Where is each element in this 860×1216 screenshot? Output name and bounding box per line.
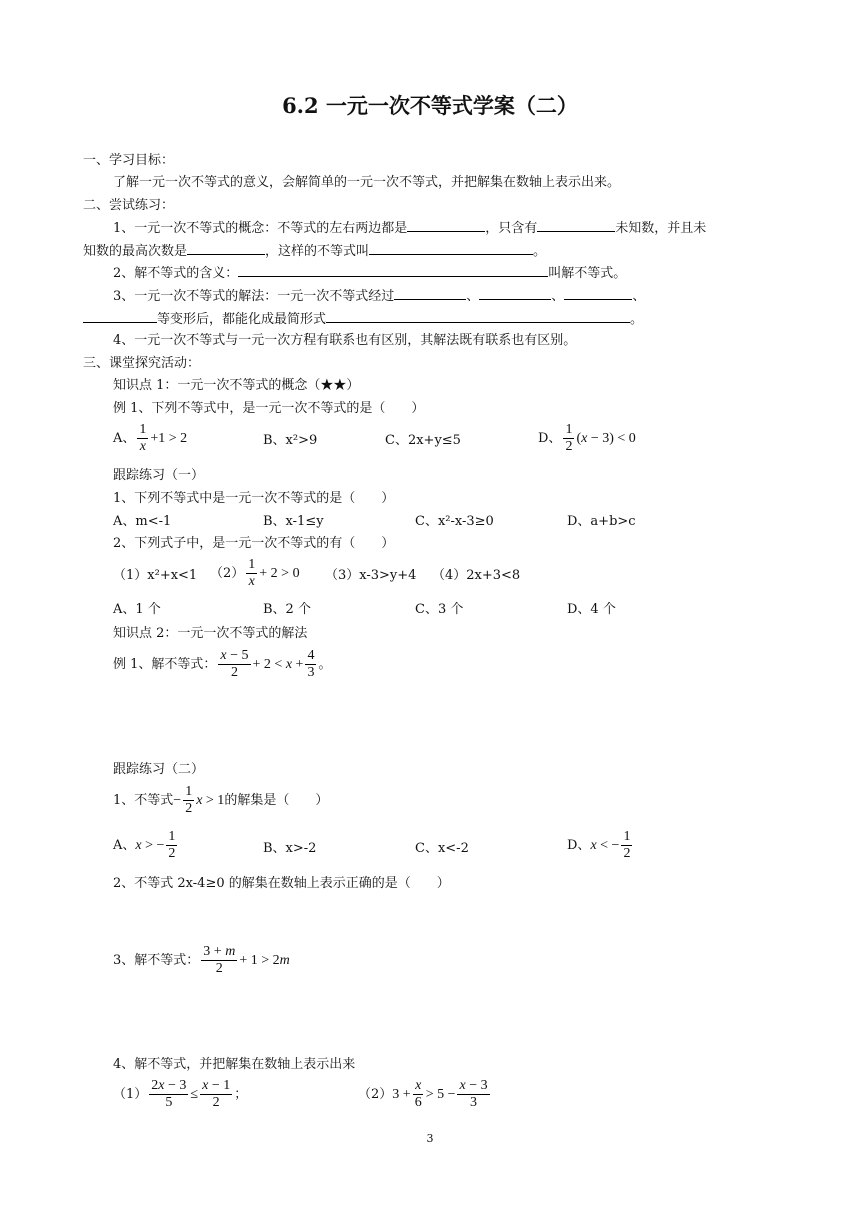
math-expression: x > − <box>135 838 165 853</box>
tracking-1-question-2: 2、下列式子中，是一元一次不等式的有（ ） <box>113 536 395 551</box>
fraction: $\frac{2x - 3}{5}$ <box>151 1078 187 1110</box>
exercise-3-text: 等变形后，都能化成最简形式 <box>157 312 327 327</box>
question-text: 3、解不等式： <box>113 953 200 968</box>
exercise-1-text: 1、一元一次不等式的概念：不等式的左右两边都是 <box>113 221 408 236</box>
question-text: 的解集是（ ） <box>224 793 329 808</box>
blank <box>326 310 630 323</box>
page-title: 6.2 一元一次不等式学案（二） <box>282 93 578 118</box>
math-expression: x < − <box>590 838 620 853</box>
option-label: A、 <box>113 838 136 853</box>
tracking-2-q1-option-d <box>567 829 634 862</box>
fraction: $\frac{x - 5}{2}$ <box>220 648 249 680</box>
tracking-2-q4-part-1 <box>113 1078 247 1111</box>
tracking-practice-2-heading: 跟踪练习（二） <box>113 762 205 777</box>
learning-objective-text: 了解一元一次不等式的意义，会解简单的一元一次不等式，并把解集在数轴上表示出来。 <box>113 175 621 190</box>
item-label: （2） <box>358 1087 393 1102</box>
separator: 、 <box>632 289 646 304</box>
section-3-heading: 三、课堂探究活动： <box>83 356 201 371</box>
question-text: 1、不等式 <box>113 793 174 808</box>
fraction: $\frac{3 + m}{2}$ <box>203 944 236 976</box>
exercise-1-line-1 <box>113 219 706 237</box>
fraction: $\frac{1}{x}$ <box>139 422 147 454</box>
tracking-1-q1-option-d: D、a+b>c <box>567 514 636 529</box>
tracking-1-question-1: 1、下列不等式中是一元一次不等式的是（ ） <box>113 491 395 506</box>
knowledge-point-2: 知识点 2：一元一次不等式的解法 <box>113 626 308 641</box>
fraction: $\frac{x - 3}{3}$ <box>459 1078 488 1110</box>
tracking-2-q1-option-b: B、x>-2 <box>263 841 317 856</box>
exercise-3-line-1 <box>113 287 645 305</box>
math-expression: 3 + <box>392 1087 411 1102</box>
tracking-2-question-4: 4、解不等式，并把解集在数轴上表示出来 <box>113 1057 356 1072</box>
exercise-2-text: 2、解不等式的含义： <box>113 266 239 281</box>
exercise-2 <box>113 264 626 282</box>
math-expression: +1 > 2 <box>150 431 188 446</box>
blank <box>564 287 632 300</box>
example-1-option-d <box>538 422 636 455</box>
blank <box>187 242 265 255</box>
exercise-1-text: 。 <box>533 244 547 259</box>
option-label: D、 <box>567 838 591 853</box>
tracking-1-q2-option-c: C、3 个 <box>415 602 464 617</box>
tracking-2-q1-option-a <box>113 829 179 862</box>
tracking-2-q1-option-c: C、x<-2 <box>415 841 469 856</box>
exercise-1-text: 未知数，并且未 <box>615 221 707 236</box>
math-expression: + 1 > 2m <box>239 953 290 968</box>
math-expression: x > 1 <box>196 793 225 808</box>
exercise-1-text: 知数的最高次数是 <box>83 244 188 259</box>
exercise-3-text: 。 <box>630 312 644 327</box>
example-1-option-b: B、x²>9 <box>263 433 318 448</box>
tracking-1-q2-option-b: B、2 个 <box>263 602 311 617</box>
math-expression: + 2 > 0 <box>259 566 300 581</box>
example-1-option-a <box>113 422 187 455</box>
fraction: $\frac{1}{x}$ <box>248 557 256 589</box>
separator: 、 <box>466 289 480 304</box>
fraction: $\frac{4}{3}$ <box>307 648 315 680</box>
example-1-option-c: C、2x+y≤5 <box>385 433 461 448</box>
tracking-1-q1-option-c: C、x²-x-3≥0 <box>415 514 494 529</box>
math-expression: (x − 3) < 0 <box>576 431 636 446</box>
tracking-2-question-2: 2、不等式 2x-4≥0 的解集在数轴上表示正确的是（ ） <box>113 876 450 891</box>
tracking-2-question-3 <box>113 944 290 977</box>
tracking-1-q2-item-1: （1）x²+x<1 <box>113 568 198 583</box>
section-1-heading: 一、学习目标： <box>83 153 175 168</box>
exercise-1-text: ，只含有 <box>485 221 538 236</box>
page-number: 3 <box>426 1132 434 1145</box>
example-1-question: 例 1、下列不等式中，是一元一次不等式的是（ ） <box>113 401 425 416</box>
tracking-2-question-1 <box>113 784 328 817</box>
blank <box>238 264 548 277</box>
blank <box>369 242 533 255</box>
tracking-1-q1-option-b: B、x-1≤y <box>263 514 324 529</box>
example-label: 例 1、解不等式： <box>113 657 217 672</box>
tracking-1-q2-option-d: D、4 个 <box>567 602 616 617</box>
tracking-2-q4-part-2 <box>358 1078 492 1111</box>
exercise-3-text: 3、一元一次不等式的解法：一元一次不等式经过 <box>113 289 395 304</box>
exercise-1-line-2 <box>83 242 546 260</box>
exercise-3-line-2 <box>83 310 643 328</box>
fraction: $\frac{1}{2}$ <box>565 422 573 454</box>
exercise-4: 4、一元一次不等式与一元一次方程有联系也有区别，其解法既有联系也有区别。 <box>113 333 577 348</box>
exercise-1-text: ，这样的不等式叫 <box>265 244 370 259</box>
math-expression: − <box>173 793 182 808</box>
punctuation: ； <box>234 1087 248 1102</box>
fraction: $\frac{x - 1}{2}$ <box>202 1078 231 1110</box>
example-2 <box>113 648 331 681</box>
math-expression: ≤ <box>190 1087 199 1102</box>
tracking-1-q1-option-a: A、m<-1 <box>113 514 172 529</box>
knowledge-point-1: 知识点 1：一元一次不等式的概念（★★） <box>113 378 360 393</box>
blank <box>83 310 157 323</box>
exercise-2-text: 叫解不等式。 <box>548 266 627 281</box>
math-expression: > 5 − <box>425 1087 456 1102</box>
blank <box>479 287 551 300</box>
tracking-1-q2-item-3: （3）x-3>y+4 <box>325 568 417 583</box>
blank <box>394 287 466 300</box>
tracking-1-q2-option-a: A、1 个 <box>113 602 161 617</box>
tracking-practice-1-heading: 跟踪练习（一） <box>113 468 205 483</box>
fraction: $\frac{1}{2}$ <box>623 829 631 861</box>
fraction: $\frac{1}{2}$ <box>168 829 176 861</box>
fraction: $\frac{1}{2}$ <box>185 784 193 816</box>
option-label: A、 <box>113 431 136 446</box>
option-label: D、 <box>538 431 562 446</box>
item-label: （1） <box>113 1087 148 1102</box>
tracking-1-q2-item-2 <box>210 557 300 590</box>
math-expression: + 2 < x + <box>252 657 304 672</box>
section-2-heading: 二、尝试练习： <box>83 198 175 213</box>
separator: 、 <box>551 289 565 304</box>
tracking-1-q2-item-4: （4）2x+3<8 <box>432 568 521 583</box>
punctuation: 。 <box>318 657 332 672</box>
fraction: $\frac{x}{6}$ <box>414 1078 422 1110</box>
item-label: （2） <box>210 566 245 581</box>
blank <box>407 219 485 232</box>
blank <box>537 219 615 232</box>
